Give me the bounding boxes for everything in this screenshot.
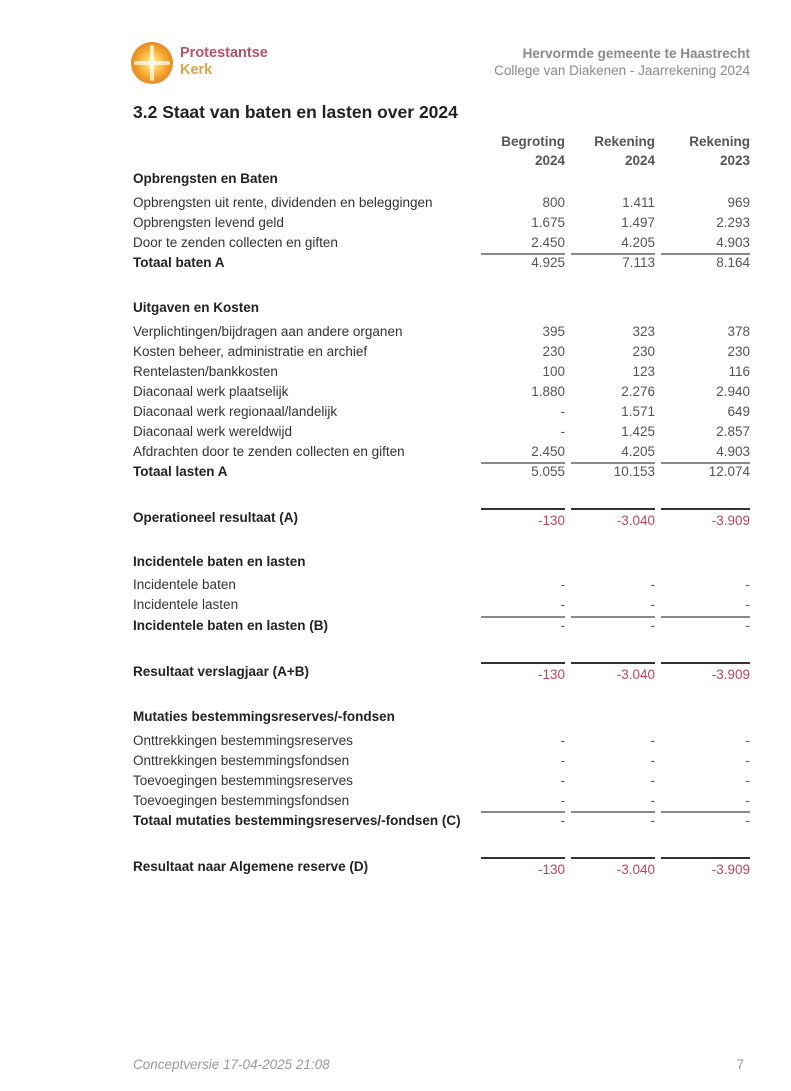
table-row: [133, 442, 750, 462]
cell-value: -3.040: [616, 513, 655, 528]
cell-value: -3.040: [616, 667, 655, 682]
row-label: Kosten beheer, administratie en archief: [133, 344, 368, 359]
row-label: Incidentele baten en lasten: [133, 554, 306, 569]
cell-value: -: [745, 577, 750, 592]
section-heading: [133, 707, 750, 727]
row-label: Afdrachten door te zenden collecten en giften: [133, 444, 405, 459]
cell-value: -: [560, 618, 565, 633]
row-label: Resultaat naar Algemene reserve (D): [133, 859, 369, 874]
section-heading: [133, 552, 750, 572]
cell-value: -: [650, 618, 655, 633]
cell-value: 230: [632, 344, 655, 359]
table-row: [133, 213, 750, 233]
row-label: Operationeel resultaat (A): [133, 510, 299, 525]
total-row: [133, 616, 750, 636]
cell-value: -3.040: [616, 862, 655, 877]
cell-value: -: [560, 793, 565, 808]
cell-value: -: [745, 813, 750, 828]
cell-value: 2.276: [621, 384, 655, 399]
page-title: 3.2 Staat van baten en lasten over 2024: [133, 102, 458, 122]
cell-value: -: [650, 597, 655, 612]
logo-text: [180, 45, 268, 79]
cell-value: 4.205: [621, 444, 655, 459]
row-label: Door te zenden collecten en giften: [133, 235, 338, 250]
column-header-rekening-2023: [661, 132, 750, 170]
table-row: [133, 791, 750, 811]
cell-value: -: [560, 813, 565, 828]
resultaat-algemene-reserve-row: [133, 857, 750, 877]
cell-value: -130: [537, 862, 565, 877]
cell-value: -: [560, 597, 565, 612]
row-label: Verplichtingen/bijdragen aan andere organen: [133, 324, 403, 339]
row-label: Resultaat verslagjaar (A+B): [133, 664, 309, 679]
cell-value: -: [650, 793, 655, 808]
cell-value: -: [745, 793, 750, 808]
cell-value: 5.055: [531, 464, 565, 479]
table-row: [133, 422, 750, 442]
row-label: Uitgaven en Kosten: [133, 300, 260, 315]
cell-value: Rekening: [594, 134, 655, 149]
cell-value: 10.153: [613, 464, 655, 479]
row-label: Incidentele baten en lasten (B): [133, 618, 329, 633]
cell-value: -: [560, 404, 565, 419]
total-row: [133, 253, 750, 273]
cell-value: 323: [632, 324, 655, 339]
document-subtitle: College van Diakenen - Jaarrekening 2024: [494, 63, 750, 78]
table-row: [133, 382, 750, 402]
row-label: Incidentele baten: [133, 577, 236, 592]
cell-value: 2.940: [716, 384, 750, 399]
logo-line1: Protestantse: [180, 45, 268, 61]
cell-value: -: [745, 618, 750, 633]
table-row: [133, 193, 750, 213]
cell-value: -: [650, 577, 655, 592]
table-row: [133, 771, 750, 791]
cell-value: 2.857: [716, 424, 750, 439]
cell-value: -: [745, 733, 750, 748]
cell-value: -: [650, 813, 655, 828]
row-label: Opbrengsten uit rente, dividenden en beleggingen: [133, 195, 433, 210]
cell-value: 7.113: [622, 255, 655, 270]
cell-value: 378: [727, 324, 750, 339]
table-row: [133, 342, 750, 362]
row-label: Opbrengsten en Baten: [133, 171, 278, 186]
cell-value: 1.411: [622, 195, 655, 210]
cell-value: -: [560, 753, 565, 768]
cell-value: 969: [727, 195, 750, 210]
cell-value: -130: [537, 667, 565, 682]
row-label: Onttrekkingen bestemmingsreserves: [133, 733, 353, 748]
cell-value: -: [560, 733, 565, 748]
cell-value: 2.293: [716, 215, 750, 230]
cell-value: -3.909: [711, 862, 750, 877]
cell-value: 2.450: [531, 235, 565, 250]
cell-value: -: [745, 773, 750, 788]
cell-value: Rekening: [689, 134, 750, 149]
operationeel-resultaat-row: [133, 508, 750, 528]
organization-name: Hervormde gemeente te Haastrecht: [522, 46, 750, 61]
cell-value: 1.571: [621, 404, 655, 419]
cell-value: 1.880: [531, 384, 565, 399]
footer-version: Conceptversie 17-04-2025 21:08: [133, 1057, 330, 1072]
cell-value: 2.450: [531, 444, 565, 459]
cell-value: 8.164: [716, 255, 750, 270]
cell-value: -: [560, 424, 565, 439]
row-label: Diaconaal werk wereldwijd: [133, 424, 293, 439]
cell-value: -130: [537, 513, 565, 528]
table-row: [133, 731, 750, 751]
protestantse-kerk-logo-icon: [131, 42, 173, 84]
table-row: [133, 362, 750, 382]
logo-line2: Kerk: [180, 62, 213, 78]
cell-value: 100: [542, 364, 565, 379]
cell-value: -: [560, 773, 565, 788]
row-label: Toevoegingen bestemmingsfondsen: [133, 793, 350, 808]
row-label: Rentelasten/bankkosten: [133, 364, 278, 379]
cell-value: 4.903: [716, 444, 750, 459]
row-label: Diaconaal werk regionaal/landelijk: [133, 404, 338, 419]
row-label: Incidentele lasten: [133, 597, 239, 612]
cell-value: -: [650, 733, 655, 748]
cell-value: -: [650, 753, 655, 768]
cell-value: 123: [632, 364, 655, 379]
total-row: [133, 462, 750, 482]
cell-value: -: [745, 597, 750, 612]
cell-value: 4.205: [621, 235, 655, 250]
cell-value: 1.675: [531, 215, 565, 230]
cell-value: 4.903: [716, 235, 750, 250]
cell-value: 800: [542, 195, 565, 210]
table-row: [133, 595, 750, 615]
table-row: [133, 402, 750, 422]
row-label: Totaal baten A: [133, 255, 225, 270]
page-number: 7: [736, 1057, 744, 1072]
cell-value: -: [560, 577, 565, 592]
document-header: [494, 45, 750, 79]
row-label: Diaconaal werk plaatselijk: [133, 384, 289, 399]
cell-value: 395: [542, 324, 565, 339]
section-heading: [133, 298, 750, 318]
column-header-rekening-2024: [571, 132, 655, 170]
cell-value: 2023: [719, 153, 750, 168]
table-row: [133, 751, 750, 771]
cell-value: 2024: [624, 153, 655, 168]
table-row: [133, 575, 750, 595]
cell-value: 12.074: [708, 464, 750, 479]
row-label: Onttrekkingen bestemmingsfondsen: [133, 753, 350, 768]
row-label: Totaal mutaties bestemmingsreserves/-fondsen (C): [133, 813, 461, 828]
cell-value: 1.497: [621, 215, 655, 230]
cell-value: -3.909: [711, 667, 750, 682]
row-label: Opbrengsten levend geld: [133, 215, 284, 230]
cell-value: 649: [727, 404, 750, 419]
cell-value: 230: [727, 344, 750, 359]
resultaat-verslagjaar-row: [133, 662, 750, 682]
row-label: Toevoegingen bestemmingsreserves: [133, 773, 353, 788]
section-heading: [133, 169, 750, 189]
cell-value: -: [650, 773, 655, 788]
cell-value: 2024: [534, 153, 565, 168]
cell-value: -: [745, 753, 750, 768]
table-row: [133, 233, 750, 253]
row-label: Totaal lasten A: [133, 464, 228, 479]
cell-value: Begroting: [501, 134, 565, 149]
cell-value: 1.425: [621, 424, 655, 439]
total-row: [133, 811, 750, 831]
cell-value: 230: [542, 344, 565, 359]
cell-value: 116: [728, 364, 750, 379]
cell-value: 4.925: [531, 255, 565, 270]
row-label: Mutaties bestemmingsreserves/-fondsen: [133, 709, 395, 724]
table-row: [133, 322, 750, 342]
cell-value: -3.909: [711, 513, 750, 528]
column-header-begroting-2024: [481, 132, 565, 170]
